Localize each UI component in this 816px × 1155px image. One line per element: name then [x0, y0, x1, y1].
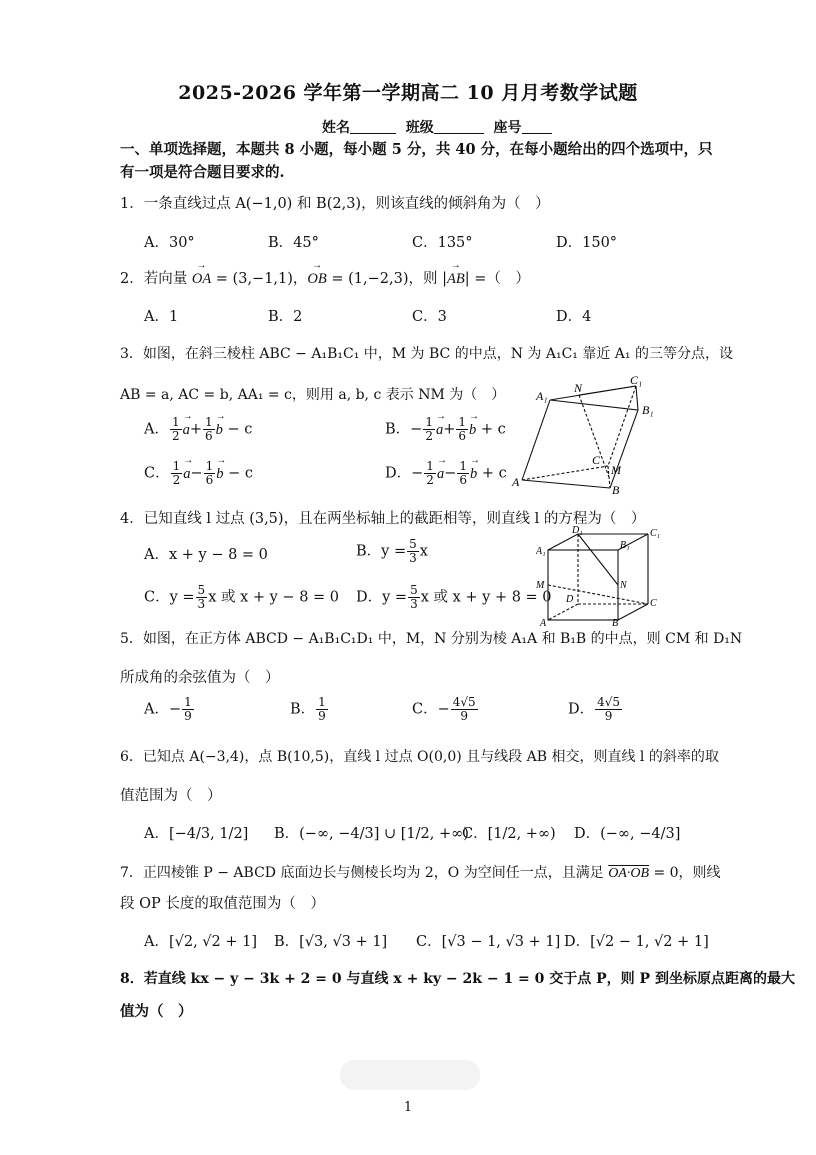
page-title: 2025-2026 学年第一学期高二 10 月月考数学试题: [178, 82, 638, 104]
q4-option-c[interactable]: C．y = $\frac{5}{3}$ x 或 x + y − 8 = 0: [144, 583, 340, 611]
q4-option-d[interactable]: D．y = $\frac{5}{3}$ x 或 x + y + 8 = 0: [356, 583, 552, 611]
q1-option-c[interactable]: C．135°: [412, 235, 473, 251]
question-7-text: 7．正四棱锥 P − ABCD 底面边长与侧棱长均为 2，O 为空间任一点，且满足 OA·OB = 0，则线: [120, 865, 721, 881]
q5-option-b[interactable]: B． $\frac{1}{9}$: [290, 695, 326, 723]
q3-option-c[interactable]: C． $\frac{1}{2}$ → a− $\frac{1}{6}$ → b − c: [144, 460, 253, 487]
question-3-text-cont: AB = a, AC = b, AA₁ = c，则用 a, b, c 表示 NM 为（ ）: [120, 387, 506, 403]
q6-option-c[interactable]: C．[1/2, +∞): [462, 826, 556, 842]
fig3-label-b1: B₁: [642, 403, 654, 417]
q4-option-a[interactable]: A．x + y − 8 = 0: [144, 547, 268, 563]
dot-product-expr: OA·OB: [608, 866, 650, 881]
q7-option-a[interactable]: A．[√2, √2 + 1]: [144, 934, 258, 950]
q6-option-d[interactable]: D．(−∞, −4/3]: [574, 826, 681, 842]
fig5-label-d: D: [566, 594, 574, 605]
vector-ab: → AB: [447, 271, 465, 288]
fig5-label-a1: A₁: [536, 546, 546, 557]
q3-option-d[interactable]: D．− $\frac{1}{2}$ → a− $\frac{1}{6}$ → b + c: [385, 460, 507, 487]
q3-option-b[interactable]: B．− $\frac{1}{2}$ → a+ $\frac{1}{6}$ → b + c: [385, 416, 506, 443]
vector-oa: → OA: [192, 271, 211, 288]
question-4-text: 4．已知直线 l 过点 (3,5)，且在两坐标轴上的截距相等，则直线 l 的方程为（ ）: [120, 511, 646, 527]
q5-option-d[interactable]: D． $\frac{4√5}{9}$: [568, 695, 621, 723]
cube-figure: [536, 526, 666, 626]
q7-option-c[interactable]: C．[√3 − 1, √3 + 1]: [416, 934, 561, 950]
q5-option-a[interactable]: A．− $\frac{1}{9}$: [144, 695, 192, 723]
class-label: 班级: [405, 120, 434, 136]
prism-figure: [510, 376, 680, 494]
q2-option-a[interactable]: A．1: [144, 309, 179, 325]
fig5-label-b1: B₁: [620, 540, 630, 551]
question-1-text: 1．一条直线过点 A(−1,0) 和 B(2,3)，则该直线的倾斜角为（ ）: [120, 196, 550, 212]
q2-option-d[interactable]: D．4: [556, 309, 592, 325]
seat-blank[interactable]: [522, 120, 552, 134]
q7-option-b[interactable]: B．[√3, √3 + 1]: [274, 934, 388, 950]
q6-option-b[interactable]: B．(−∞, −4/3] ∪ [1/2, +∞): [274, 826, 469, 842]
fig3-label-b: B: [612, 483, 620, 494]
question-7-text-cont: 段 OP 长度的取值范围为（ ）: [120, 896, 325, 912]
fig3-label-n: N: [574, 381, 583, 395]
question-5-text-cont: 所成角的余弦值为（ ）: [120, 670, 280, 686]
seat-label: 座号: [493, 120, 522, 136]
scan-smudge: [340, 1060, 480, 1090]
fig3-label-a: A: [512, 475, 520, 489]
q2-option-b[interactable]: B．2: [268, 309, 303, 325]
name-blank[interactable]: [350, 120, 396, 134]
q1-option-b[interactable]: B．45°: [268, 235, 319, 251]
q6-option-a[interactable]: A．[−4/3, 1/2]: [144, 826, 249, 842]
section-heading: 一、单项选择题，本题共 8 小题，每小题 5 分，共 40 分，在每小题给出的四个选项中，只: [120, 141, 713, 158]
q4-option-b[interactable]: B．y = $\frac{5}{3}$ x: [356, 537, 428, 565]
fig5-label-b: B: [612, 618, 619, 626]
class-blank[interactable]: [434, 120, 484, 134]
fig5-label-a: A: [540, 618, 547, 626]
section-heading-cont: 有一项是符合题目要求的.: [120, 164, 285, 181]
q2-option-c[interactable]: C．3: [412, 309, 447, 325]
page-number: 1: [403, 1100, 413, 1115]
name-label: 姓名: [322, 120, 350, 136]
fig3-label-a1: A₁: [536, 389, 548, 403]
q3-option-a[interactable]: A． $\frac{1}{2}$ → a+ $\frac{1}{6}$ → b − c: [144, 416, 252, 443]
question-2-text: 2．若向量 → OA = (3,−1,1)，→ OB = (1,−2,3)，则 |→ AB| =（ ）: [120, 267, 530, 288]
q1-option-a[interactable]: A．30°: [144, 235, 195, 251]
fig3-label-c1: C₁: [630, 376, 643, 387]
q7-option-d[interactable]: D．[√2 − 1, √2 + 1]: [564, 934, 709, 950]
fig5-label-n: N: [620, 580, 627, 591]
student-info-line: [322, 117, 552, 137]
fig5-label-d1: D₁: [572, 526, 583, 536]
fig3-label-m: M: [611, 463, 621, 477]
vector-ob: → OB: [307, 271, 326, 288]
fig5-label-m: M: [536, 580, 545, 591]
question-6-text: 6．已知点 A(−3,4)，点 B(10,5)，直线 l 过点 O(0,0) 且与线段 AB 相交，则直线 l 的斜率的取: [120, 749, 719, 765]
fig5-label-c1: C₁: [650, 528, 661, 539]
question-8-text: 8．若直线 kx − y − 3k + 2 = 0 与直线 x + ky − 2k − 1 = 0 交于点 P，则 P 到坐标原点距离的最大: [120, 971, 795, 987]
q5-option-c[interactable]: C．− $\frac{4√5}{9}$: [412, 695, 476, 723]
q1-option-d[interactable]: D．150°: [556, 235, 618, 251]
question-6-text-cont: 值范围为（ ）: [120, 788, 222, 804]
fig5-label-c: C: [650, 598, 657, 609]
question-8-text-cont: 值为（ ）: [120, 1003, 193, 1020]
question-3-text: 3．如图，在斜三棱柱 ABC − A₁B₁C₁ 中，M 为 BC 的中点，N 为 A₁C₁ 靠近 A₁ 的三等分点，设: [120, 346, 733, 362]
fig3-label-c: C: [592, 453, 601, 467]
question-5-text: 5．如图，在正方体 ABCD − A₁B₁C₁D₁ 中，M，N 分别为棱 A₁A 和 B₁B 的中点，则 CM 和 D₁N: [120, 631, 743, 647]
